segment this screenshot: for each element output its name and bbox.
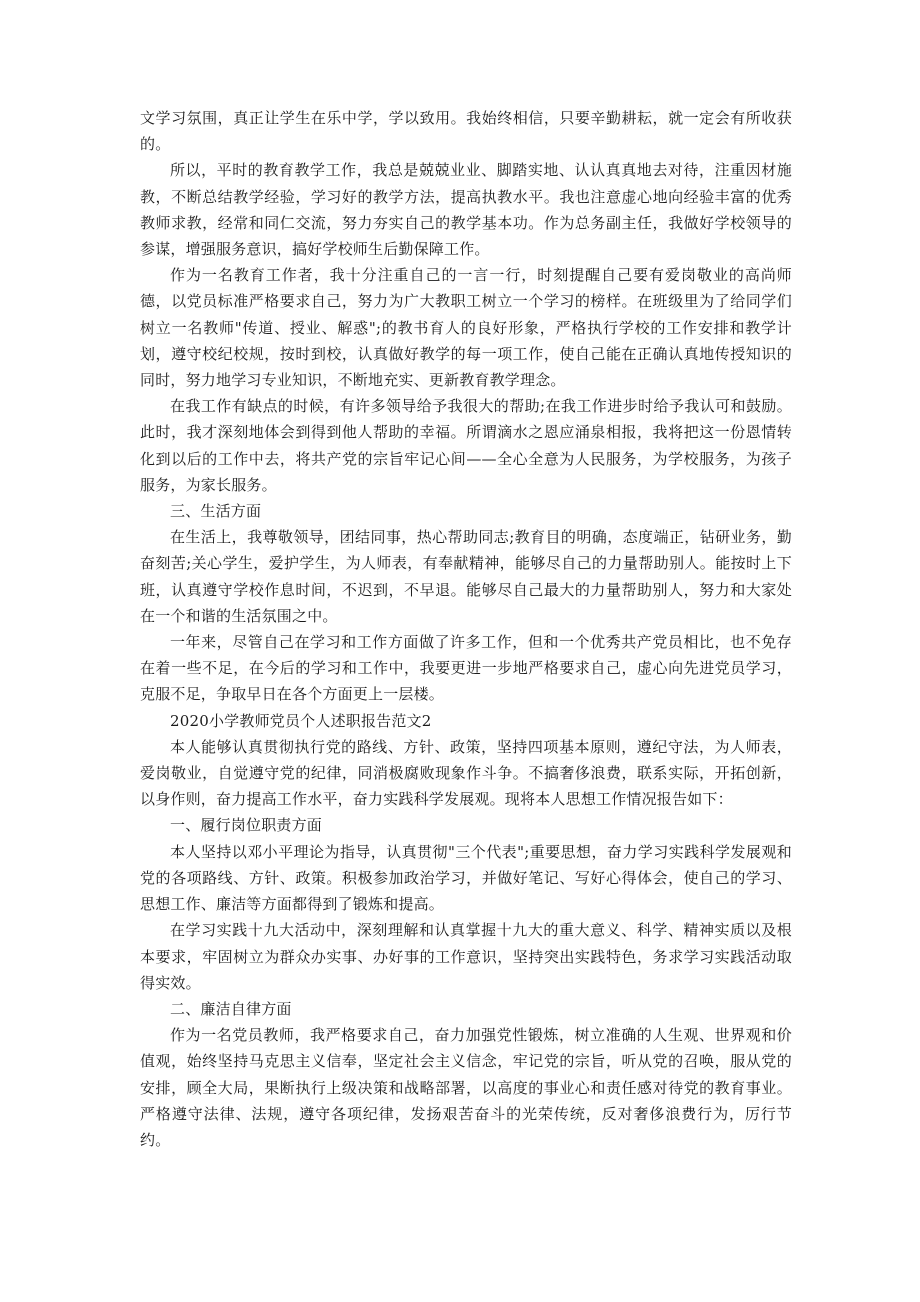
paragraph: 在生活上，我尊敬领导，团结同事，热心帮助同志;教育目的明确，态度端正，钻研业务，勤奋刻苦;关心学生，爱护学生，为人师表，有奉献精神，能够尽自己的力量帮助别人。能按时上下班，认真遵守学校作息时间，不迟到，不早退。能够尽自己最大的力量帮助别人，努力和大家处在一个和谐的生活氛围之中。 [140,528,792,625]
paragraph: 本人能够认真贯彻执行党的路线、方针、政策，坚持四项基本原则，遵纪守法，为人师表，爱岗敬业，自觉遵守党的纪律，同消极腐败现象作斗争。不搞奢侈浪费，联系实际，开拓创新，以身作则，奋力提高工作水平，奋力实践科学发展观。现将本人思想工作情况报告如下： [140,737,792,809]
paragraph: 在学习实践十九大活动中，深刻理解和认真掌握十九大的重大意义、科学、精神实质以及根本要求，牢固树立为群众办实事、办好事的工作意识，坚持突出实践特色，务求学习实践活动取得实效。 [140,921,792,992]
section-heading: 二、廉洁自律方面 [170,999,292,1018]
paragraph: 作为一名教育工作者，我十分注重自己的一言一行，时刻提醒自己要有爱岗敬业的高尚师德，以党员标准严格要求自己，努力为广大教职工树立一个学习的榜样。在班级里为了给同学们树立一名教师"传道、授业、解惑";的教书育人的良好形象，严格执行学校的工作安排和教学计划，遵守校纪校规，按时到校，认真做好教学的每一项工作，使自己能在正确认真地传授知识的同时，努力地学习专业知识，不断地充实、更新教育教学理念。 [140,266,792,390]
paragraph: 一年来，尽管自己在学习和工作方面做了许多工作，但和一个优秀共产党员相比，也不免存在着一些不足，在今后的学习和工作中，我要更进一步地严格要求自己，虚心向先进党员学习，克服不足，争取早日在各个方面更上一层楼。 [140,633,792,704]
paragraph: 所以，平时的教育教学工作，我总是兢兢业业、脚踏实地、认认真真地去对待，注重因材施教，不断总结教学经验，学习好的教学方法，提高执教水平。我也注意虚心地向经验丰富的优秀教师求教，经常和同仁交流，努力夯实自己的教学基本功。作为总务副主任，我做好学校领导的参谋，增强服务意识，搞好学校师生后勤保障工作。 [140,161,792,259]
paragraph: 作为一名党员教师，我严格要求自己，奋力加强党性锻炼，树立准确的人生观、世界观和价值观，始终坚持马克思主义信奉，坚定社会主义信念，牢记党的宗旨，听从党的召唤，服从党的安排，顾全大局，果断执行上级决策和战略部署，以高度的事业心和责任感对待党的教育事业。严格遵守法律、法规，遵守各项纪律，发扬艰苦奋斗的光荣传统，反对奢侈浪费行为，厉行节约。 [140,1026,792,1149]
paragraph: 本人坚持以邓小平理论为指导，认真贯彻"三个代表";重要思想，奋力学习实践科学发展观和党的各项路线、方针、政策。积极参加政治学习，并做好笔记、写好心得体会，使自己的学习、思想工作、廉洁等方面都得到了锻炼和提高。 [140,842,792,914]
section-heading: 三、生活方面 [170,502,262,521]
document-title: 2020小学教师党员个人述职报告范文2 [170,711,432,730]
document-page [140,105,792,1153]
paragraph: 文学习氛围，真正让学生在乐中学，学以致用。我始终相信，只要辛勤耕耘，就一定会有所收获的。 [140,109,792,154]
section-heading: 一、履行岗位职责方面 [170,816,323,835]
paragraph: 在我工作有缺点的时候，有许多领导给予我很大的帮助;在我工作进步时给予我认可和鼓励。此时，我才深刻地体会到得到他人帮助的幸福。所谓滴水之恩应涌泉相报，我将把这一份恩情转化到以后的工作中去，将共产党的宗旨牢记心间——全心全意为人民服务，为学校服务，为孩子服务，为家长服务。 [140,397,792,494]
